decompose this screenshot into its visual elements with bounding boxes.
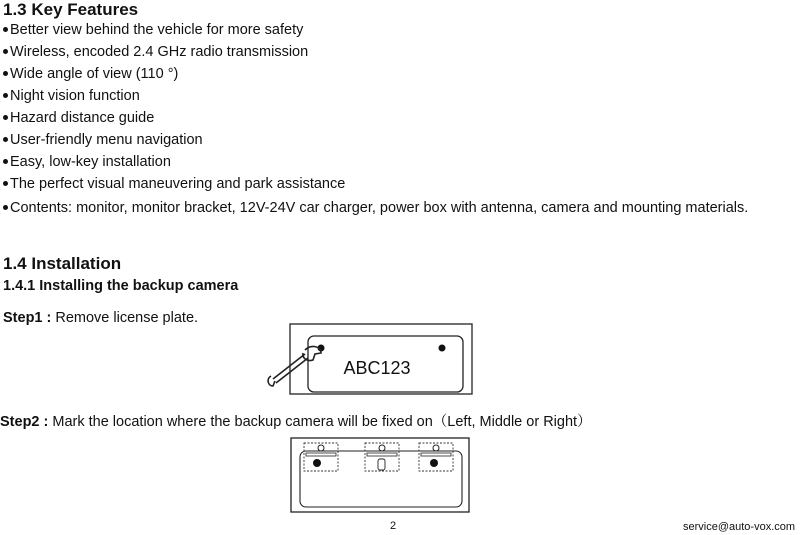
- subsection-heading: 1.4.1 Installing the backup camera: [3, 278, 239, 294]
- step1-instruction: [3, 310, 198, 326]
- feature-text: Hazard distance guide: [10, 110, 155, 126]
- camera-icon: [430, 459, 438, 467]
- feature-item: [3, 131, 203, 149]
- bullet-icon: [3, 49, 8, 54]
- feature-item: [3, 87, 140, 105]
- camera-icon: [313, 459, 321, 467]
- feature-item: [3, 175, 345, 193]
- feature-text: Easy, low-key installation: [10, 154, 171, 170]
- feature-text: The perfect visual maneuvering and park assistance: [10, 176, 346, 192]
- bullet-icon: [3, 115, 8, 120]
- camera-position-illustration: [288, 435, 473, 515]
- plate-text: ABC123: [343, 358, 411, 378]
- step2-text: Mark the location where the backup camera will be fixed on（Left, Middle or Right）: [52, 414, 592, 430]
- contents-paragraph: [3, 197, 787, 219]
- license-plate-illustration: [265, 320, 477, 398]
- feature-item: [3, 43, 308, 61]
- wrench-icon: [268, 346, 321, 386]
- feature-text: Wireless, encoded 2.4 GHz radio transmission: [10, 44, 309, 60]
- step2-instruction: [0, 410, 592, 431]
- section-heading-installation: 1.4 Installation: [3, 254, 122, 273]
- bullet-icon: [3, 137, 8, 142]
- step2-label: Step2 :: [0, 414, 49, 430]
- camera-position-right: [419, 443, 453, 471]
- section-heading-key-features: 1.3 Key Features: [3, 0, 139, 19]
- step1-label: Step1 :: [3, 310, 52, 326]
- bullet-icon: [3, 93, 8, 98]
- footer-email: service@auto-vox.com: [683, 521, 796, 533]
- screw-icon: [439, 345, 446, 352]
- feature-item: [3, 109, 154, 127]
- camera-position-middle: [365, 443, 399, 471]
- feature-item: [3, 65, 178, 83]
- feature-text: User-friendly menu navigation: [10, 132, 203, 148]
- contents-text: Contents: monitor, monitor bracket, 12V-24V car charger, power box with antenna, camera and mounting materials.: [10, 200, 749, 216]
- page-number: 2: [390, 520, 397, 532]
- bullet-icon: [3, 71, 8, 76]
- feature-item: [3, 153, 171, 171]
- camera-position-left: [304, 443, 338, 471]
- bullet-icon: [3, 181, 8, 186]
- feature-text: Night vision function: [10, 88, 140, 104]
- step1-text: Remove license plate.: [55, 310, 199, 326]
- feature-text: Better view behind the vehicle for more safety: [10, 22, 304, 38]
- bullet-icon: [3, 205, 8, 210]
- bullet-icon: [3, 27, 8, 32]
- feature-text: Wide angle of view (110 °): [10, 66, 179, 82]
- feature-item: [3, 21, 303, 39]
- camera-icon: [378, 459, 385, 470]
- bullet-icon: [3, 159, 8, 164]
